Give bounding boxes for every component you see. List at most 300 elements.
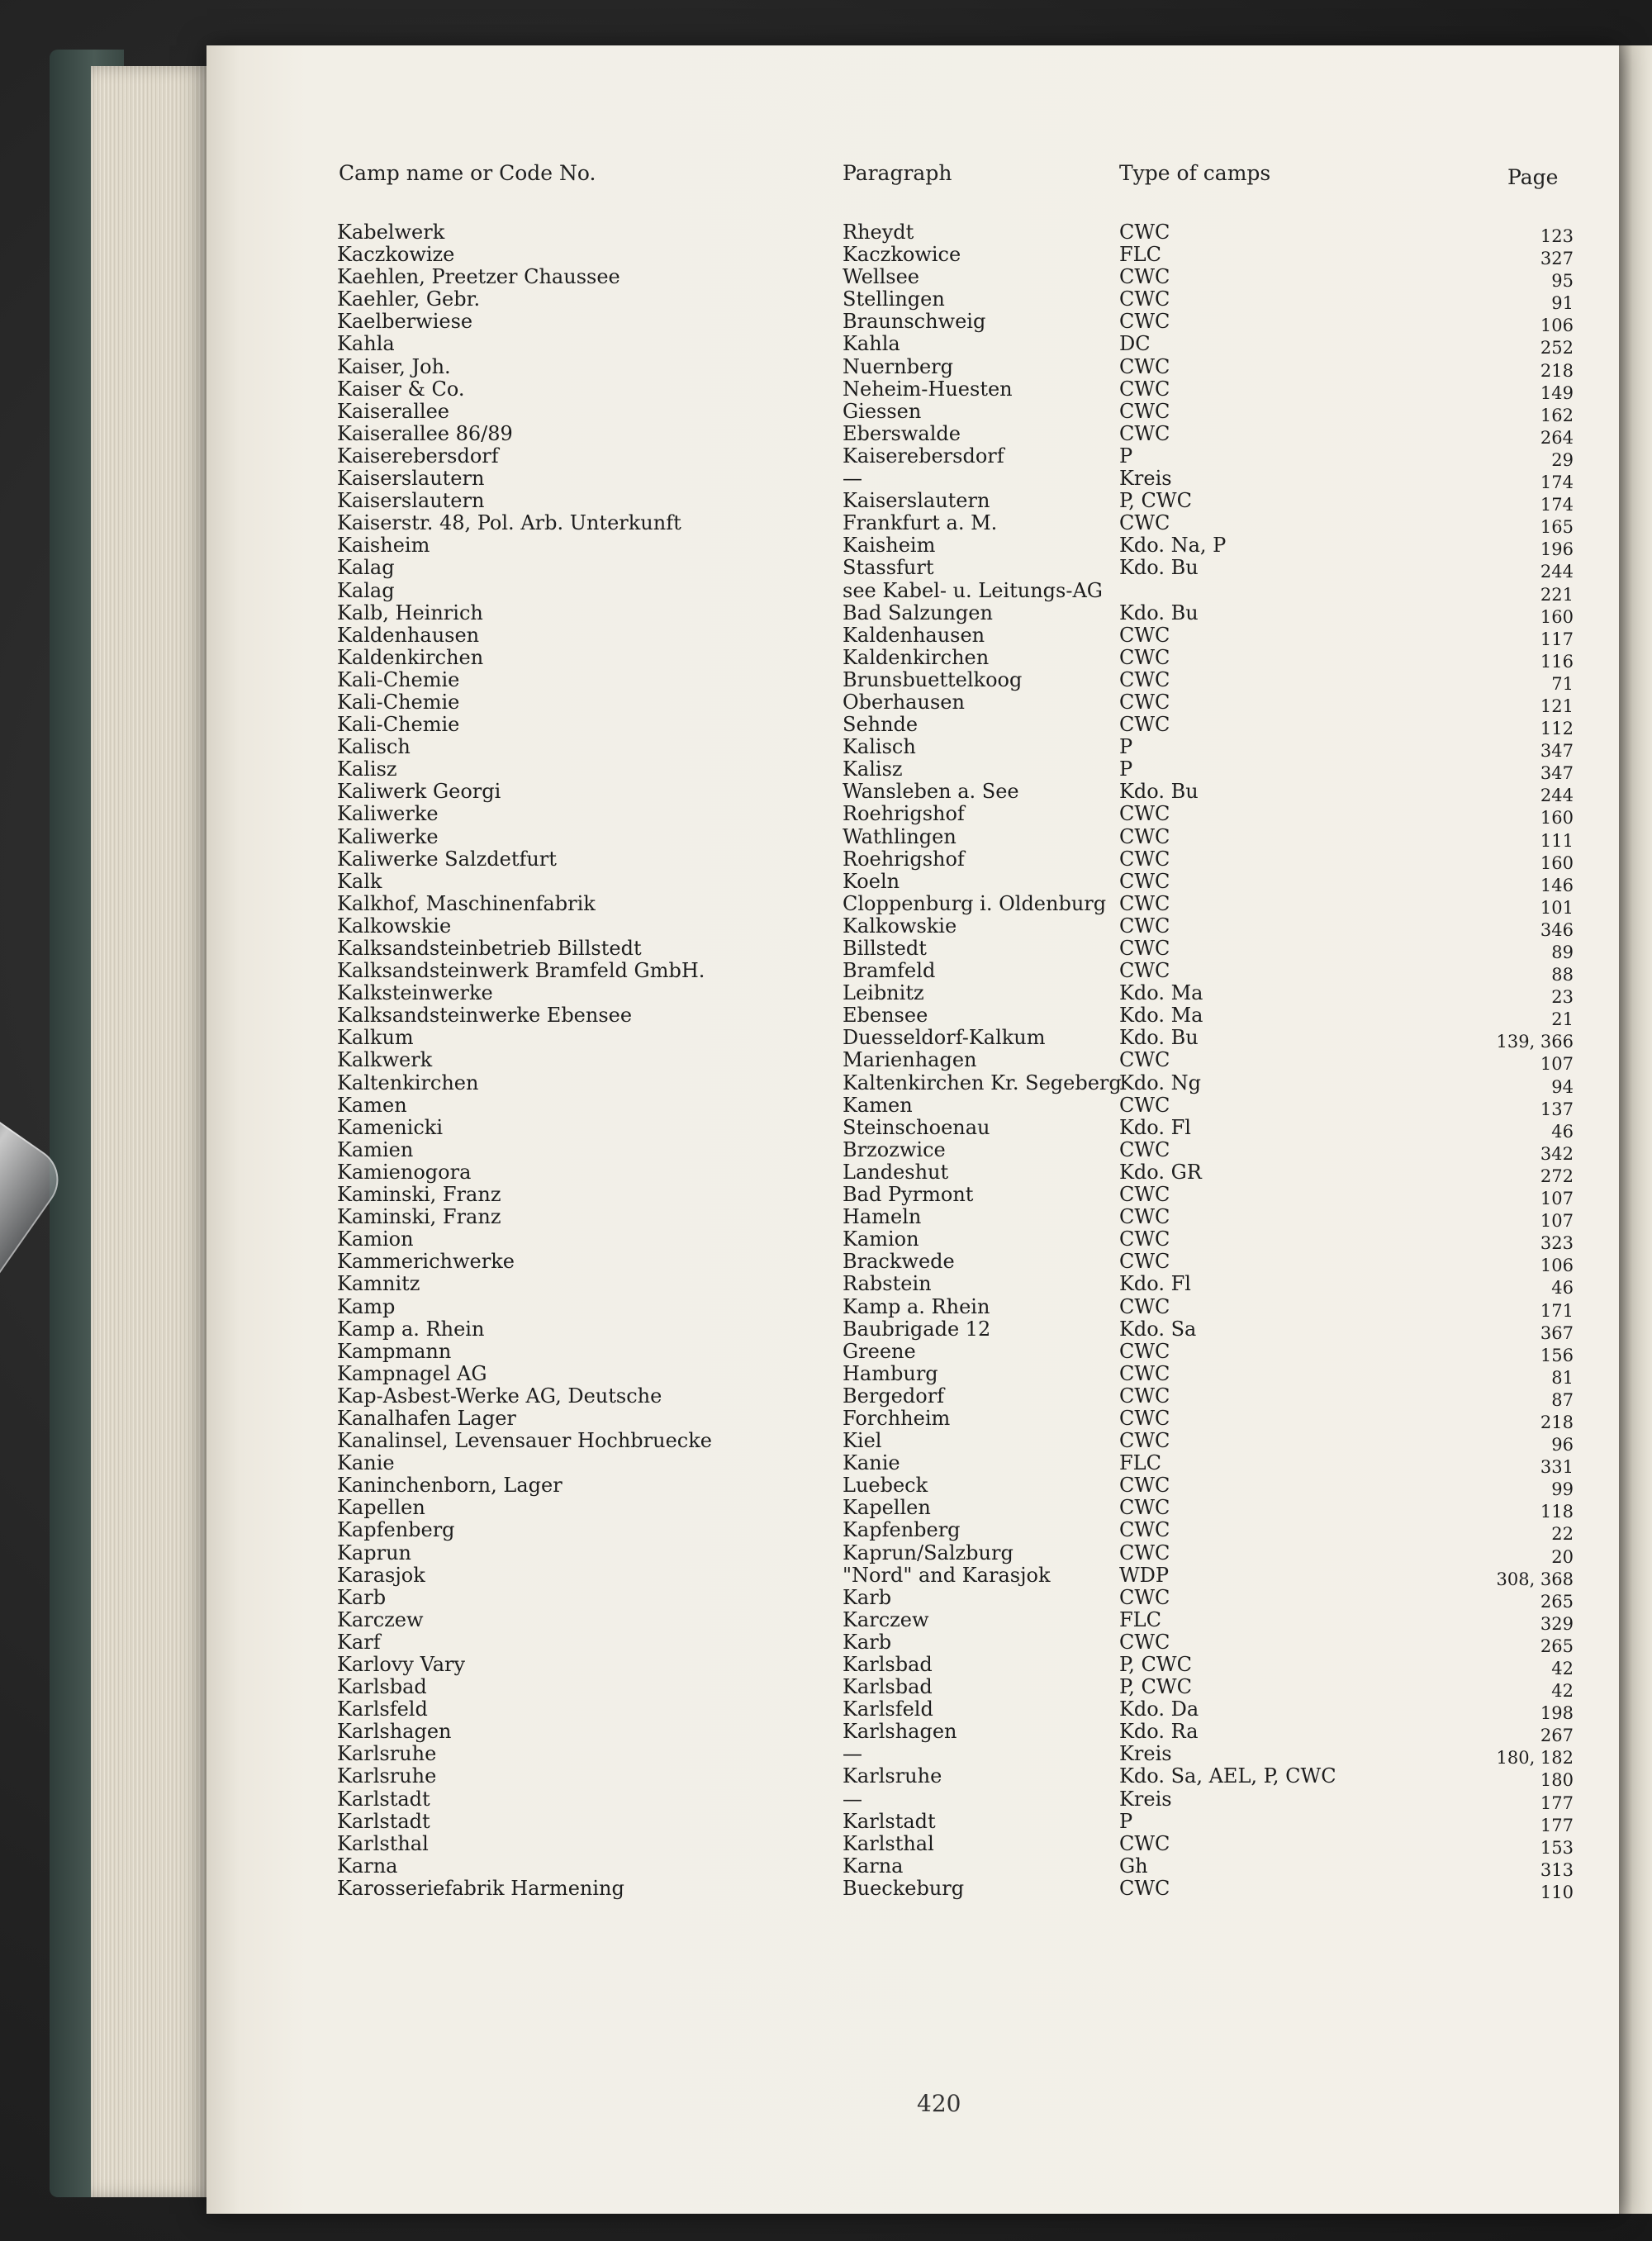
book-page [206, 45, 1619, 2214]
camp-type-cell: CWC [1119, 891, 1170, 915]
paragraph-cell: Stellingen [843, 287, 945, 311]
camp-name-cell: Karlsruhe [337, 1742, 437, 1766]
paragraph-cell: Nuernberg [843, 354, 953, 378]
table-row [206, 802, 1619, 829]
camp-name-cell: Karczew [337, 1607, 424, 1631]
table-row [206, 959, 1619, 985]
paragraph-cell: Billstedt [843, 937, 927, 960]
page-edges [91, 66, 215, 2197]
table-row [206, 1585, 1619, 1612]
paragraph-cell: Koeln [843, 869, 900, 893]
table-row [206, 1788, 1619, 1811]
camp-name-cell: Kaminski, Franz [337, 1205, 501, 1229]
camp-name-cell: Kammerichwerke [337, 1250, 515, 1274]
camp-type-cell: Kdo. Ma [1119, 981, 1203, 1005]
paragraph-cell: Steinschoenau [843, 1115, 990, 1139]
paragraph-cell: Bramfeld [843, 959, 936, 983]
page-cell: 180, 182 [1496, 1748, 1574, 1769]
paragraph-cell: Kanie [843, 1451, 900, 1475]
page-cell: 196 [1540, 539, 1574, 560]
paragraph-cell: Roehrigshof [843, 802, 965, 826]
table-row [206, 1831, 1619, 1858]
camp-type-cell: P [1119, 1809, 1133, 1833]
page-cell: 42 [1551, 1659, 1574, 1678]
paragraph-cell: "Nord" and Karasjok [843, 1563, 1051, 1587]
table-row [206, 489, 1619, 515]
table-row [206, 1742, 1619, 1769]
camp-name-cell: Kamp a. Rhein [337, 1317, 485, 1341]
paragraph-cell: Greene [843, 1339, 916, 1363]
page-cell: 91 [1551, 293, 1574, 314]
page-cell: 107 [1540, 1189, 1574, 1209]
camp-name-cell: Karf [337, 1630, 381, 1654]
index-table [206, 221, 1619, 1900]
page-cell: 265 [1540, 1636, 1574, 1656]
table-row [206, 780, 1619, 806]
camp-name-cell: Kalksandsteinbetrieb Billstedt [337, 937, 642, 960]
camp-name-cell: Kalag [337, 578, 395, 602]
page-cell: 116 [1540, 651, 1574, 672]
camp-type-cell: CWC [1119, 1048, 1170, 1072]
table-row [206, 1541, 1619, 1567]
paragraph-cell: Braunschweig [843, 310, 986, 334]
table-row [206, 1227, 1619, 1254]
table-row [206, 421, 1619, 448]
table-row [206, 824, 1619, 851]
table-row [206, 1496, 1619, 1522]
page-cell: 264 [1540, 427, 1574, 448]
camp-type-cell: CWC [1119, 690, 1170, 714]
page-cell: 327 [1540, 249, 1574, 269]
paragraph-cell: Kaldenhausen [843, 623, 985, 647]
paragraph-cell: Wathlingen [843, 824, 957, 848]
page-cell: 21 [1551, 1009, 1574, 1030]
camp-type-cell: CWC [1119, 287, 1170, 311]
paragraph-cell: Hameln [843, 1205, 922, 1229]
paragraph-cell: Stassfurt [843, 556, 934, 580]
table-row [206, 467, 1619, 493]
camp-type-cell: CWC [1119, 1585, 1170, 1609]
camp-type-cell: CWC [1119, 824, 1170, 848]
camp-name-cell: Karlsbad [337, 1675, 427, 1699]
table-row [206, 1071, 1619, 1097]
page-cell: 367 [1540, 1322, 1574, 1343]
page-cell: 323 [1540, 1233, 1574, 1254]
camp-type-cell: CWC [1119, 1406, 1170, 1430]
camp-name-cell: Kamenicki [337, 1115, 443, 1139]
camp-name-cell: Kaliwerke [337, 824, 439, 848]
camp-name-cell: Kahla [337, 332, 395, 356]
camp-name-cell: Karna [337, 1854, 398, 1878]
camp-type-cell: P, CWC [1119, 489, 1192, 513]
page-cell: 46 [1551, 1278, 1574, 1299]
camp-type-cell: Kreis [1119, 1787, 1172, 1811]
page-cell: 244 [1540, 562, 1574, 582]
page-cell: 111 [1540, 830, 1574, 851]
page-cell: 160 [1540, 808, 1574, 829]
camp-name-cell: Kaiser & Co. [337, 377, 465, 401]
paragraph-cell: Karna [843, 1854, 904, 1878]
paragraph-cell: Bueckeburg [843, 1876, 965, 1900]
camp-type-cell: CWC [1119, 1541, 1170, 1564]
table-row [206, 287, 1619, 314]
table-row [206, 691, 1619, 714]
camp-name-cell: Kaehler, Gebr. [337, 287, 481, 311]
paragraph-cell: Kalisch [843, 735, 916, 759]
page-cell: 137 [1540, 1099, 1574, 1119]
table-row [206, 310, 1619, 336]
page-cell: 180 [1540, 1770, 1574, 1791]
paragraph-cell: Kamen [843, 1093, 913, 1117]
paragraph-cell: Kapfenberg [843, 1518, 961, 1542]
page-cell: 117 [1540, 629, 1574, 649]
camp-type-cell: CWC [1119, 221, 1170, 244]
paragraph-cell: Marienhagen [843, 1048, 977, 1072]
camp-type-cell: FLC [1119, 243, 1161, 267]
paragraph-cell: Karlsthal [843, 1831, 934, 1855]
camp-name-cell: Kamnitz [337, 1272, 420, 1296]
paragraph-cell: Brunsbuettelkoog [843, 667, 1023, 691]
page-cell: 29 [1551, 449, 1574, 470]
page-cell: 146 [1540, 875, 1574, 895]
camp-name-cell: Kalisch [337, 735, 411, 759]
camp-name-cell: Kaiserebersdorf [337, 444, 499, 468]
camp-type-cell: CWC [1119, 1518, 1170, 1542]
table-row [206, 221, 1619, 244]
paragraph-cell: Rheydt [843, 221, 914, 244]
table-row [206, 1318, 1619, 1341]
camp-type-cell: Kdo. Ra [1119, 1720, 1199, 1744]
camp-type-cell: FLC [1119, 1451, 1161, 1475]
paragraph-cell: Karlshagen [843, 1720, 957, 1744]
camp-name-cell: Kaelberwiese [337, 310, 473, 334]
page-cell: 94 [1551, 1076, 1574, 1097]
page-cell: 221 [1540, 584, 1574, 605]
camp-name-cell: Kalkwerk [337, 1048, 433, 1072]
page-cell: 174 [1540, 495, 1574, 515]
table-row [206, 1385, 1619, 1408]
page-cell: 162 [1540, 405, 1574, 425]
camp-type-cell: WDP [1119, 1563, 1170, 1587]
camp-type-cell: Kdo. Bu [1119, 601, 1199, 624]
table-row [206, 1451, 1619, 1478]
paragraph-cell: Oberhausen [843, 690, 965, 714]
camp-type-cell: CWC [1119, 1384, 1170, 1408]
camp-type-cell: P [1119, 735, 1133, 759]
table-row [206, 1474, 1619, 1500]
camp-type-cell: CWC [1119, 1474, 1170, 1498]
camp-type-cell: Kdo. Bu [1119, 780, 1199, 804]
camp-name-cell: Karlstadt [337, 1787, 430, 1811]
table-row [206, 1764, 1619, 1791]
camp-type-cell: CWC [1119, 1250, 1170, 1274]
camp-name-cell: Kanie [337, 1451, 395, 1475]
table-row [206, 243, 1619, 269]
page-cell: 160 [1540, 852, 1574, 873]
table-row [206, 1205, 1619, 1232]
camp-type-cell: CWC [1119, 847, 1170, 871]
paragraph-cell: Luebeck [843, 1474, 928, 1498]
camp-name-cell: Kalb, Heinrich [337, 601, 483, 624]
page-cell: 20 [1551, 1546, 1574, 1567]
camp-name-cell: Kapfenberg [337, 1518, 455, 1542]
page-cell: 42 [1551, 1681, 1574, 1702]
paragraph-cell: Kiel [843, 1429, 882, 1453]
page-cell: 107 [1540, 1211, 1574, 1232]
camp-type-cell: CWC [1119, 959, 1170, 983]
paragraph-cell: Kaisheim [843, 534, 936, 558]
camp-name-cell: Kalksandsteinwerk Bramfeld GmbH. [337, 959, 705, 983]
table-row [206, 1294, 1619, 1321]
camp-type-cell: CWC [1119, 713, 1170, 737]
table-row [206, 1429, 1619, 1455]
paragraph-cell: Karlsruhe [843, 1764, 942, 1788]
page-cell: 107 [1540, 1054, 1574, 1075]
table-row [206, 1607, 1619, 1634]
camp-type-cell: Kdo. Da [1119, 1697, 1199, 1721]
table-row [206, 578, 1619, 605]
table-row [206, 1026, 1619, 1052]
camp-name-cell: Kaliwerke Salzdetfurt [337, 847, 557, 871]
camp-name-cell: Kapellen [337, 1496, 425, 1520]
column-header-type: Type of camps [1119, 161, 1271, 185]
page-cell: 71 [1551, 673, 1574, 694]
camp-type-cell: Kdo. Fl [1119, 1272, 1191, 1296]
page-cell: 99 [1551, 1479, 1574, 1500]
camp-name-cell: Kaliwerk Georgi [337, 780, 501, 804]
camp-type-cell: CWC [1119, 914, 1170, 938]
page-cell: 106 [1540, 316, 1574, 336]
camp-name-cell: Karlshagen [337, 1720, 452, 1744]
paragraph-cell: Brzozwice [843, 1137, 946, 1161]
page-cell: 123 [1540, 226, 1574, 246]
camp-name-cell: Kaninchenborn, Lager [337, 1474, 563, 1498]
table-row [206, 1048, 1619, 1075]
page-cell: 346 [1540, 919, 1574, 940]
camp-name-cell: Kalkum [337, 1026, 414, 1050]
paragraph-cell: Karlstadt [843, 1809, 936, 1833]
camp-type-cell: CWC [1119, 869, 1170, 893]
camp-name-cell: Karasjok [337, 1563, 425, 1587]
paragraph-cell: Frankfurt a. M. [843, 511, 998, 535]
paragraph-cell: Kaiserslautern [843, 489, 990, 513]
camp-type-cell: CWC [1119, 1496, 1170, 1520]
paragraph-cell: Rabstein [843, 1272, 932, 1296]
paragraph-cell: Duesseldorf-Kalkum [843, 1026, 1046, 1050]
paragraph-cell: Ebensee [843, 1004, 928, 1028]
camp-type-cell: Kdo. Bu [1119, 1026, 1199, 1050]
paragraph-cell: Landeshut [843, 1160, 949, 1184]
page-cell: 110 [1540, 1882, 1574, 1902]
camp-type-cell: Kdo. Ng [1119, 1071, 1201, 1094]
camp-type-cell: CWC [1119, 1876, 1170, 1900]
camp-type-cell: CWC [1119, 1294, 1170, 1318]
page-cell: 244 [1540, 786, 1574, 806]
camp-type-cell: CWC [1119, 399, 1170, 423]
camp-name-cell: Kalkowskie [337, 914, 452, 938]
paragraph-cell: Hamburg [843, 1361, 938, 1385]
table-row [206, 556, 1619, 582]
camp-type-cell: CWC [1119, 511, 1170, 535]
table-row [206, 713, 1619, 739]
camp-name-cell: Kamien [337, 1137, 414, 1161]
table-row [206, 1408, 1619, 1430]
paragraph-cell: — [843, 1787, 862, 1811]
camp-type-cell: CWC [1119, 1831, 1170, 1855]
table-row [206, 938, 1619, 960]
table-row [206, 1115, 1619, 1142]
camp-type-cell: CWC [1119, 1227, 1170, 1251]
page-cell: 121 [1540, 696, 1574, 716]
page-cell: 272 [1540, 1166, 1574, 1186]
page-cell: 313 [1540, 1859, 1574, 1880]
camp-type-cell: CWC [1119, 1183, 1170, 1207]
paragraph-cell: Giessen [843, 399, 922, 423]
camp-name-cell: Kaisheim [337, 534, 430, 558]
paragraph-cell: Karlsbad [843, 1675, 933, 1699]
camp-name-cell: Kap-Asbest-Werke AG, Deutsche [337, 1384, 662, 1408]
camp-name-cell: Karlsfeld [337, 1697, 428, 1721]
table-row [206, 511, 1619, 538]
camp-name-cell: Kaminski, Franz [337, 1183, 501, 1207]
camp-type-cell: Gh [1119, 1854, 1148, 1878]
camp-type-cell: CWC [1119, 265, 1170, 289]
table-row [206, 1855, 1619, 1878]
paragraph-cell: Kaldenkirchen [843, 645, 990, 669]
camp-type-cell: CWC [1119, 1429, 1170, 1453]
paragraph-cell: Kamion [843, 1227, 919, 1251]
camp-type-cell: Kdo. Na, P [1119, 534, 1227, 558]
camp-name-cell: Kalksteinwerke [337, 981, 493, 1005]
camp-name-cell: Kaczkowize [337, 243, 455, 267]
table-row [206, 1811, 1619, 1833]
table-row [206, 1697, 1619, 1724]
camp-name-cell: Kamen [337, 1093, 407, 1117]
page-cell: 118 [1540, 1502, 1574, 1522]
page-cell: 101 [1540, 897, 1574, 918]
page-cell: 218 [1540, 360, 1574, 381]
table-row [206, 735, 1619, 762]
camp-name-cell: Kalisz [337, 757, 397, 781]
table-row [206, 378, 1619, 401]
paragraph-cell: Karb [843, 1630, 892, 1654]
camp-type-cell: CWC [1119, 1630, 1170, 1654]
paragraph-cell: Kaprun/Salzburg [843, 1541, 1014, 1564]
camp-name-cell: Karlsruhe [337, 1764, 437, 1788]
paragraph-cell: Karlsbad [843, 1653, 933, 1676]
page-cell: 96 [1551, 1435, 1574, 1455]
page-cell: 139, 366 [1496, 1032, 1574, 1052]
camp-name-cell: Kaiserslautern [337, 467, 485, 491]
camp-name-cell: Karlsthal [337, 1831, 429, 1855]
page-cell: 160 [1540, 606, 1574, 627]
table-row [206, 332, 1619, 358]
page-cell: 153 [1540, 1837, 1574, 1858]
page-cell: 81 [1551, 1367, 1574, 1388]
camp-type-cell: Kdo. GR [1119, 1160, 1202, 1184]
paragraph-cell: Kapellen [843, 1496, 931, 1520]
table-row [206, 354, 1619, 381]
camp-type-cell: CWC [1119, 354, 1170, 378]
paragraph-cell: Baubrigade 12 [843, 1317, 991, 1341]
paragraph-cell: — [843, 467, 862, 491]
camp-name-cell: Kaiser, Joh. [337, 354, 451, 378]
paragraph-cell: see Kabel- u. Leitungs-AG [843, 578, 1103, 602]
camp-name-cell: Kabelwerk [337, 221, 445, 244]
next-page-strip [1619, 45, 1652, 2214]
camp-name-cell: Kali-Chemie [337, 667, 460, 691]
camp-name-cell: Kaldenkirchen [337, 645, 484, 669]
camp-name-cell: Karb [337, 1585, 387, 1609]
table-row [206, 1250, 1619, 1276]
camp-name-cell: Kamienogora [337, 1160, 472, 1184]
page-cell: 149 [1540, 382, 1574, 403]
page-cell: 177 [1540, 1815, 1574, 1835]
paragraph-cell: Eberswalde [843, 421, 961, 445]
paragraph-cell: Bad Pyrmont [843, 1183, 974, 1207]
page-cell: 87 [1551, 1389, 1574, 1410]
page-cell: 174 [1540, 472, 1574, 493]
camp-type-cell: Kdo. Ma [1119, 1004, 1203, 1028]
page-cell: 347 [1540, 763, 1574, 784]
camp-type-cell: CWC [1119, 802, 1170, 826]
camp-type-cell: Kdo. Sa [1119, 1317, 1197, 1341]
camp-type-cell: P [1119, 757, 1133, 781]
camp-name-cell: Kanalinsel, Levensauer Hochbruecke [337, 1429, 712, 1453]
table-row [206, 445, 1619, 468]
page-cell: 177 [1540, 1792, 1574, 1813]
camp-type-cell: CWC [1119, 623, 1170, 647]
paragraph-cell: Leibnitz [843, 981, 924, 1005]
index-content [206, 45, 1619, 2214]
camp-type-cell: CWC [1119, 310, 1170, 334]
paragraph-cell: Karlsfeld [843, 1697, 933, 1721]
camp-name-cell: Kamp [337, 1294, 396, 1318]
camp-type-cell: Kdo. Bu [1119, 556, 1199, 580]
table-row [206, 981, 1619, 1008]
camp-name-cell: Karlovy Vary [337, 1653, 466, 1676]
table-row [206, 871, 1619, 893]
table-row [206, 1161, 1619, 1184]
page-cell: 89 [1551, 942, 1574, 962]
table-row [206, 1094, 1619, 1117]
table-row [206, 757, 1619, 784]
camp-type-cell: CWC [1119, 937, 1170, 960]
camp-name-cell: Kali-Chemie [337, 690, 460, 714]
camp-name-cell: Kampnagel AG [337, 1361, 487, 1385]
table-row [206, 645, 1619, 672]
column-header-camp-name: Camp name or Code No. [339, 161, 596, 185]
camp-name-cell: Kaltenkirchen [337, 1071, 479, 1094]
table-row [206, 534, 1619, 560]
page-number: 420 [917, 2090, 961, 2117]
page-cell: 252 [1540, 338, 1574, 358]
table-row [206, 1654, 1619, 1676]
paragraph-cell: Sehnde [843, 713, 919, 737]
camp-name-cell: Kaiserslautern [337, 489, 485, 513]
page-cell: 347 [1540, 741, 1574, 762]
paragraph-cell: Bergedorf [843, 1384, 945, 1408]
camp-name-cell: Kalk [337, 869, 382, 893]
paragraph-cell: Kalisz [843, 757, 903, 781]
paragraph-cell: Cloppenburg i. Oldenburg [843, 891, 1107, 915]
column-header-paragraph: Paragraph [843, 161, 952, 185]
paragraph-cell: Karb [843, 1585, 892, 1609]
page-cell: 165 [1540, 517, 1574, 538]
page-cell: 342 [1540, 1143, 1574, 1164]
camp-name-cell: Kaldenhausen [337, 623, 480, 647]
camp-type-cell: CWC [1119, 1137, 1170, 1161]
